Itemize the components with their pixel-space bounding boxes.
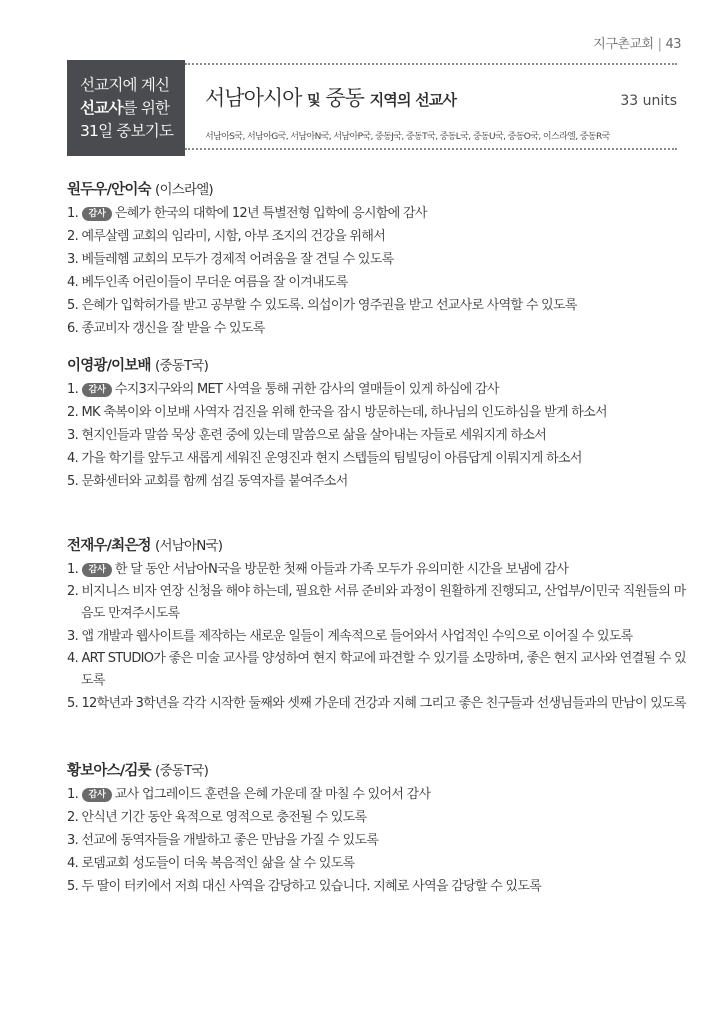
missionary-region: (서남아N국) [155, 538, 223, 554]
item-number: 1. [67, 562, 79, 577]
item-text: 종교비자 갱신을 잘 받을 수 있도록 [81, 321, 265, 336]
item-number: 2. [67, 229, 79, 244]
item-number: 2. [67, 584, 79, 599]
missionary-region: (중동T국) [155, 358, 209, 374]
page-title [205, 82, 456, 112]
missionary-name [67, 179, 687, 202]
thanks-badge: 감사 [82, 788, 111, 802]
prayer-item [67, 648, 687, 692]
missionary-name-text: 황보아스/김룻 [67, 763, 151, 779]
missionary-region: (이스라엘) [155, 182, 213, 198]
item-text: 베들레헴 교회의 모두가 경제적 어려움을 잘 견딜 수 있도록 [81, 252, 394, 267]
item-number: 5. [67, 696, 79, 711]
item-number: 5. [67, 474, 79, 489]
item-number: 6. [67, 321, 79, 336]
item-text: 12학년과 3학년을 각각 시작한 둘째와 셋째 가운데 건강과 지혜 그리고 좋은 친구들과 선생님들과의 만남이 있도록 [81, 696, 686, 711]
item-number: 3. [67, 252, 79, 267]
item-text: 베두인족 어린이들이 무더운 여름을 잘 이겨내도록 [81, 275, 348, 290]
region-list: 서남아S국, 서남아G국, 서남아N국, 서남아P국, 중동J국, 중동T국, 중동L국, 중동U국, 중동O국, 이스라엘, 중동R국 [205, 132, 610, 142]
church-name: 지구촌교회 [593, 37, 654, 52]
missionary-name [67, 760, 687, 783]
prayer-item [67, 317, 687, 340]
missionary-section [67, 760, 687, 898]
prayer-item [67, 248, 687, 271]
prayer-item [67, 692, 687, 715]
item-text: 한 달 동안 서남아N국을 방문한 첫째 아들과 가족 모두가 유의미한 시간을 보냄에 감사 [114, 562, 569, 577]
bottom-dotted-rule [185, 148, 677, 150]
thanks-badge: 감사 [82, 383, 111, 397]
prayer-item [67, 783, 687, 806]
thanks-badge: 감사 [82, 563, 111, 577]
prayer-item [67, 806, 687, 829]
item-number: 4. [67, 856, 79, 871]
item-text: 비지니스 비자 연장 신청을 해야 하는데, 필요한 서류 준비와 과정이 원활하게 진행되고, 산업부/이민국 직원들의 마음도 만져주시도록 [81, 584, 686, 621]
prayer-item [67, 852, 687, 875]
item-number: 4. [67, 275, 79, 290]
prayer-title-box [67, 60, 185, 156]
title-box-line1: 선교지에 계신 [80, 75, 170, 94]
prayer-item [67, 625, 687, 648]
item-text: MK 축복이와 이보배 사역자 검진을 위해 한국을 잠시 방문하는데, 하나님의 인도하심을 받게 하소서 [81, 405, 607, 420]
top-dotted-rule [185, 63, 677, 65]
title-connector: 및 [307, 93, 320, 109]
item-number: 4. [67, 451, 79, 466]
missionary-region: (중동T국) [155, 763, 209, 779]
item-number: 1. [67, 206, 79, 221]
prayer-item [67, 875, 687, 898]
prayer-item [67, 424, 687, 447]
title-part2: 중동 [325, 86, 364, 110]
missionary-name [67, 355, 687, 378]
title-box-line2 [80, 97, 185, 120]
prayer-item [67, 294, 687, 317]
prayer-item [67, 202, 687, 225]
item-text: 수지3지구와의 MET 사역을 통해 귀한 감사의 열매들이 있게 하심에 감사 [114, 382, 499, 397]
item-text: 앱 개발과 웹사이트를 제작하는 새로운 일들이 계속적으로 들어와서 사업적인 수익으로 이어질 수 있도록 [81, 629, 633, 644]
prayer-item [67, 225, 687, 248]
missionary-name-text: 이영광/이보배 [67, 358, 151, 374]
prayer-item [67, 558, 687, 581]
item-number: 1. [67, 382, 79, 397]
item-text: 현지인들과 말씀 묵상 훈련 중에 있는데 말씀으로 삶을 살아내는 자들로 세워지게 하소서 [81, 428, 547, 443]
item-text: 로뎀교회 성도들이 더욱 복음적인 삶을 살 수 있도록 [81, 856, 355, 871]
item-number: 5. [67, 879, 79, 894]
item-number: 1. [67, 787, 79, 802]
item-text: 교사 업그레이드 훈련을 은혜 가운데 잘 마칠 수 있어서 감사 [114, 787, 431, 802]
item-number: 2. [67, 405, 79, 420]
missionary-section [67, 355, 687, 493]
thanks-badge: 감사 [82, 207, 111, 221]
prayer-item [67, 829, 687, 852]
missionary-name [67, 535, 687, 558]
page-header [593, 33, 681, 52]
prayer-item [67, 470, 687, 493]
item-text: 안식년 기간 동안 육적으로 영적으로 충전될 수 있도록 [81, 810, 367, 825]
title-band [67, 60, 677, 156]
item-number: 3. [67, 833, 79, 848]
prayer-item [67, 447, 687, 470]
item-text: 예루살렘 교회의 임라미, 시함, 아부 조지의 건강을 위해서 [81, 229, 386, 244]
prayer-item [67, 378, 687, 401]
header-separator: | [657, 37, 662, 52]
item-number: 3. [67, 428, 79, 443]
title-part1: 서남아시아 [205, 86, 302, 110]
item-text: 문화센터와 교회를 함께 섬길 동역자를 붙여주소서 [81, 474, 348, 489]
item-number: 4. [67, 651, 79, 666]
item-text: 선교에 동역자들을 개발하고 좋은 만남을 가질 수 있도록 [81, 833, 379, 848]
units-count: 33 units [620, 93, 677, 109]
prayer-item [67, 401, 687, 424]
missionary-name-text: 원두우/안이숙 [67, 182, 151, 198]
item-text: ART STUDIO가 좋은 미술 교사를 양성하여 현지 학교에 파견할 수 있기를 소망하며, 좋은 현지 교사와 연결될 수 있도록 [81, 651, 686, 688]
missionary-section [67, 535, 687, 715]
prayer-item [67, 271, 687, 294]
title-box-line2-bold: 선교사 [80, 98, 123, 117]
item-number: 3. [67, 629, 79, 644]
item-number: 5. [67, 298, 79, 313]
prayer-item [67, 581, 687, 625]
page-number: 43 [665, 37, 681, 52]
item-text: 두 딸이 터키에서 저희 대신 사역을 감당하고 있습니다. 지혜로 사역을 감당할 수 있도록 [81, 879, 542, 894]
item-number: 2. [67, 810, 79, 825]
title-box-line2-rest: 를 위한 [122, 98, 170, 117]
item-text: 은혜가 한국의 대학에 12년 특별전형 입학에 응시함에 감사 [114, 206, 427, 221]
missionary-section [67, 179, 687, 340]
title-box-line3: 31일 중보기도 [80, 121, 174, 140]
missionary-name-text: 전재우/최은정 [67, 538, 151, 554]
item-text: 은혜가 입학허가를 받고 공부할 수 있도록. 의섭이가 영주권을 받고 선교사로 사역할 수 있도록 [81, 298, 577, 313]
item-text: 가을 학기를 앞두고 새롭게 세워진 운영진과 현지 스텝들의 팀빌딩이 아름답게 이뤄지게 하소서 [81, 451, 582, 466]
title-suffix: 지역의 선교사 [369, 91, 457, 109]
